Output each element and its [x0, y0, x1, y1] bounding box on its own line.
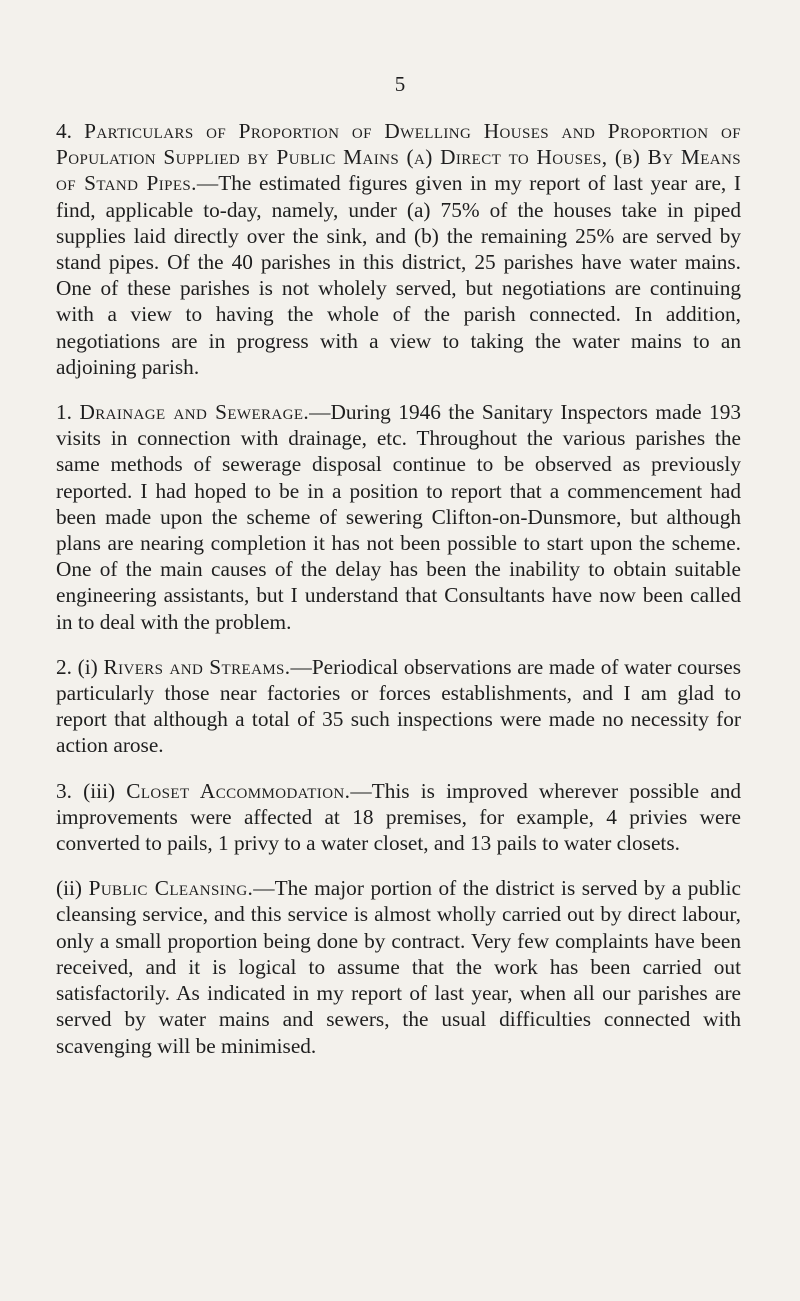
section-number: 1.	[56, 400, 72, 425]
page-number: 5	[394, 72, 406, 96]
paragraph-drainage-sewerage	[56, 399, 741, 635]
section-heading: Drainage and Sewerage.	[79, 400, 310, 425]
section-number: (ii)	[56, 876, 83, 901]
section-body: —The major portion of the district is served by a public cleansing service, and this service is almost wholly carried out by direct labour, only a small proportion being done by contract. Very few complaints have been received, and it is logical to assume that the work has been carried out satisfactorily. As indicated in my report of last year, when all our parishes are served by water mains and sewers, the usual difficulties connected with scavenging will be minimised.	[56, 876, 741, 1058]
section-body: —This is improved wherever possible and improvements were affected at 18 premises, for example, 4 privies were converted to pails, 1 privy to a water closet, and 13 pails to water closets.	[56, 778, 741, 856]
section-number: 4.	[56, 119, 72, 143]
section-body: —Periodical observations are made of water courses particularly those near factories or forces establishments, and I am glad to report that although a total of 35 such inspections were made no necessity for action arose.	[56, 654, 741, 758]
section-number: 2. (i)	[56, 654, 98, 679]
section-heading: Rivers and Streams.	[103, 654, 291, 679]
section-heading: Public Cleansing.	[88, 876, 254, 901]
paragraph-closet-accommodation	[56, 778, 741, 857]
section-heading: Particulars of Proportion of Dwelling Houses and Proportion of Population Supplied by Public Mains (a) Direct to Houses, (b) By Means of Stand Pipes.	[56, 119, 741, 196]
document-body	[56, 118, 741, 1059]
section-body: —The estimated figures given in my report of last year are, I find, applicable to-day, namely, under (a) 75% of the houses take in piped supplies laid directly over the sink, and (b) the remaining 25% are served by stand pipes. Of the 40 parishes in this district, 25 parishes have water mains. One of these parishes is not wholely served, but negotiations are continuing with a view to having the whole of the parish connected. In addition, negotiations are in progress with a view to taking the water mains to an adjoining parish.	[56, 171, 742, 379]
section-number: 3. (iii)	[56, 778, 116, 803]
paragraph-rivers-streams	[56, 654, 741, 759]
paragraph-public-cleansing	[56, 875, 741, 1058]
paragraph-water-supply	[56, 118, 741, 380]
section-heading: Closet Accommodation.	[126, 778, 351, 803]
section-body: —During 1946 the Sanitary Inspectors made 193 visits in connection with drainage, etc. Throughout the various parishes the same methods of sewerage disposal continue to be observed as previously reported. I had hoped to be in a position to report that a commencement had been made upon the scheme of sewering Clifton-on-Dunsmore, but although plans are nearing completion it has not been possible to start upon the scheme. One of the main causes of the delay has been the inability to obtain suitable engineering assistants, but I understand that Consultants have now been called in to deal with the problem.	[56, 400, 741, 634]
